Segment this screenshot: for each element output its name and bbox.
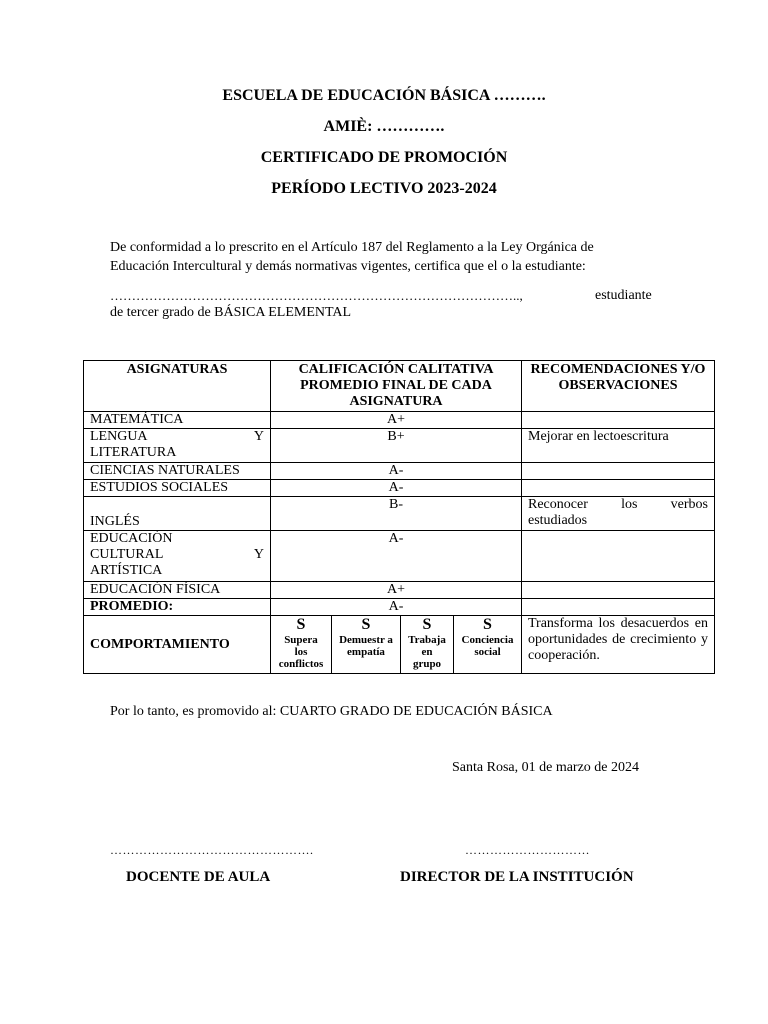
recommendation-cell — [522, 412, 715, 429]
subject-cell — [84, 531, 271, 582]
grade-level-line: de tercer grado de BÁSICA ELEMENTAL — [110, 305, 352, 320]
subject-cell: ESTUDIOS SOCIALES — [84, 480, 271, 497]
teacher-signature-label: DOCENTE DE AULA — [126, 869, 271, 885]
behavior-cell — [454, 616, 522, 674]
recommendation-cell: Reconocer los verbos estudiados — [522, 497, 715, 531]
recommendation-cell — [522, 599, 715, 616]
table-row — [84, 429, 715, 463]
recommendation-cell — [522, 463, 715, 480]
table-row — [84, 480, 715, 497]
recommendation-cell: Mejorar en lectoescritura — [522, 429, 715, 463]
grade-cell: A- — [271, 480, 522, 497]
subject-word: Y — [253, 429, 264, 444]
subject-cell: INGLÉS — [84, 497, 271, 531]
promotion-statement: Por lo tanto, es promovido al: CUARTO GRADO DE EDUCACIÓN BÁSICA — [110, 704, 553, 719]
table-row — [84, 497, 715, 531]
subject-word: EDUCACIÓN — [90, 531, 173, 546]
amie-code: AMIÈ: …………. — [323, 118, 445, 135]
grade-cell: B+ — [271, 429, 522, 463]
signature-line-director: ………………………… — [465, 843, 590, 857]
behavior-recommendation: Transforma los desacuerdos en oportunidades de crecimiento y cooperación. — [522, 616, 715, 674]
grade-cell: A+ — [271, 582, 522, 599]
school-name: ESCUELA DE EDUCACIÓN BÁSICA ………. — [222, 87, 546, 104]
subject-cell — [84, 429, 271, 463]
recommendation-cell — [522, 480, 715, 497]
subject-word: CULTURAL — [90, 547, 164, 562]
subject-word: Y — [253, 547, 264, 562]
subject-word: LENGUA — [90, 429, 148, 444]
subject-cell: MATEMÁTICA — [84, 412, 271, 429]
subject-cell: EDUCACIÓN FÍSICA — [84, 582, 271, 599]
behavior-grade: S — [361, 616, 371, 633]
behavior-grade: S — [483, 616, 492, 633]
subject-cell: CIENCIAS NATURALES — [84, 463, 271, 480]
behavior-cell — [271, 616, 332, 674]
grades-table — [83, 360, 715, 674]
table-header-row — [84, 361, 715, 412]
recommendation-cell — [522, 582, 715, 599]
header-recommendations: RECOMENDACIONES Y/O OBSERVACIONES — [522, 361, 715, 412]
average-grade: A- — [271, 599, 522, 616]
grade-cell: A- — [271, 531, 522, 582]
grade-cell: B- — [271, 497, 522, 531]
table-row — [84, 463, 715, 480]
behavior-grade: S — [296, 616, 306, 633]
intro-line-1: De conformidad a lo prescrito en el Artículo 187 del Reglamento a la Ley Orgánica de — [110, 240, 594, 255]
behavior-desc: Trabaja en grupo — [408, 634, 446, 670]
behavior-label: COMPORTAMIENTO — [84, 616, 271, 674]
intro-line-2: Educación Intercultural y demás normativas vigentes, certifica que el o la estudiante: — [110, 259, 586, 274]
behavior-desc: Demuestr a empatía — [339, 634, 393, 658]
subject-word: LITERATURA — [90, 445, 177, 460]
director-signature-label: DIRECTOR DE LA INSTITUCIÓN — [400, 869, 634, 885]
student-name-dots: ………………………………………………………………………………….., — [110, 288, 523, 303]
header-grade: CALIFICACIÓN CALITATIVA PROMEDIO FINAL DE CADA ASIGNATURA — [271, 361, 522, 412]
behavior-grade: S — [422, 616, 432, 633]
table-row — [84, 412, 715, 429]
grade-cell: A- — [271, 463, 522, 480]
behavior-cell — [401, 616, 454, 674]
table-row — [84, 531, 715, 582]
place-date: Santa Rosa, 01 de marzo de 2024 — [452, 760, 640, 775]
certificate-title: CERTIFICADO DE PROMOCIÓN — [260, 149, 508, 166]
signature-line-teacher: …………………………………………. — [110, 843, 314, 857]
header-subjects: ASIGNATURAS — [84, 361, 271, 412]
average-row — [84, 599, 715, 616]
behavior-cell — [332, 616, 401, 674]
behavior-row — [84, 616, 715, 674]
student-label: estudiante — [595, 288, 652, 303]
subject-word: ARTÍSTICA — [90, 563, 163, 578]
behavior-desc: Conciencia social — [461, 634, 514, 658]
school-period: PERÍODO LECTIVO 2023-2024 — [271, 180, 497, 197]
behavior-desc: Supera los conflictos — [278, 634, 324, 670]
recommendation-cell — [522, 531, 715, 582]
grade-cell: A+ — [271, 412, 522, 429]
average-label: PROMEDIO: — [84, 599, 271, 616]
table-row — [84, 582, 715, 599]
